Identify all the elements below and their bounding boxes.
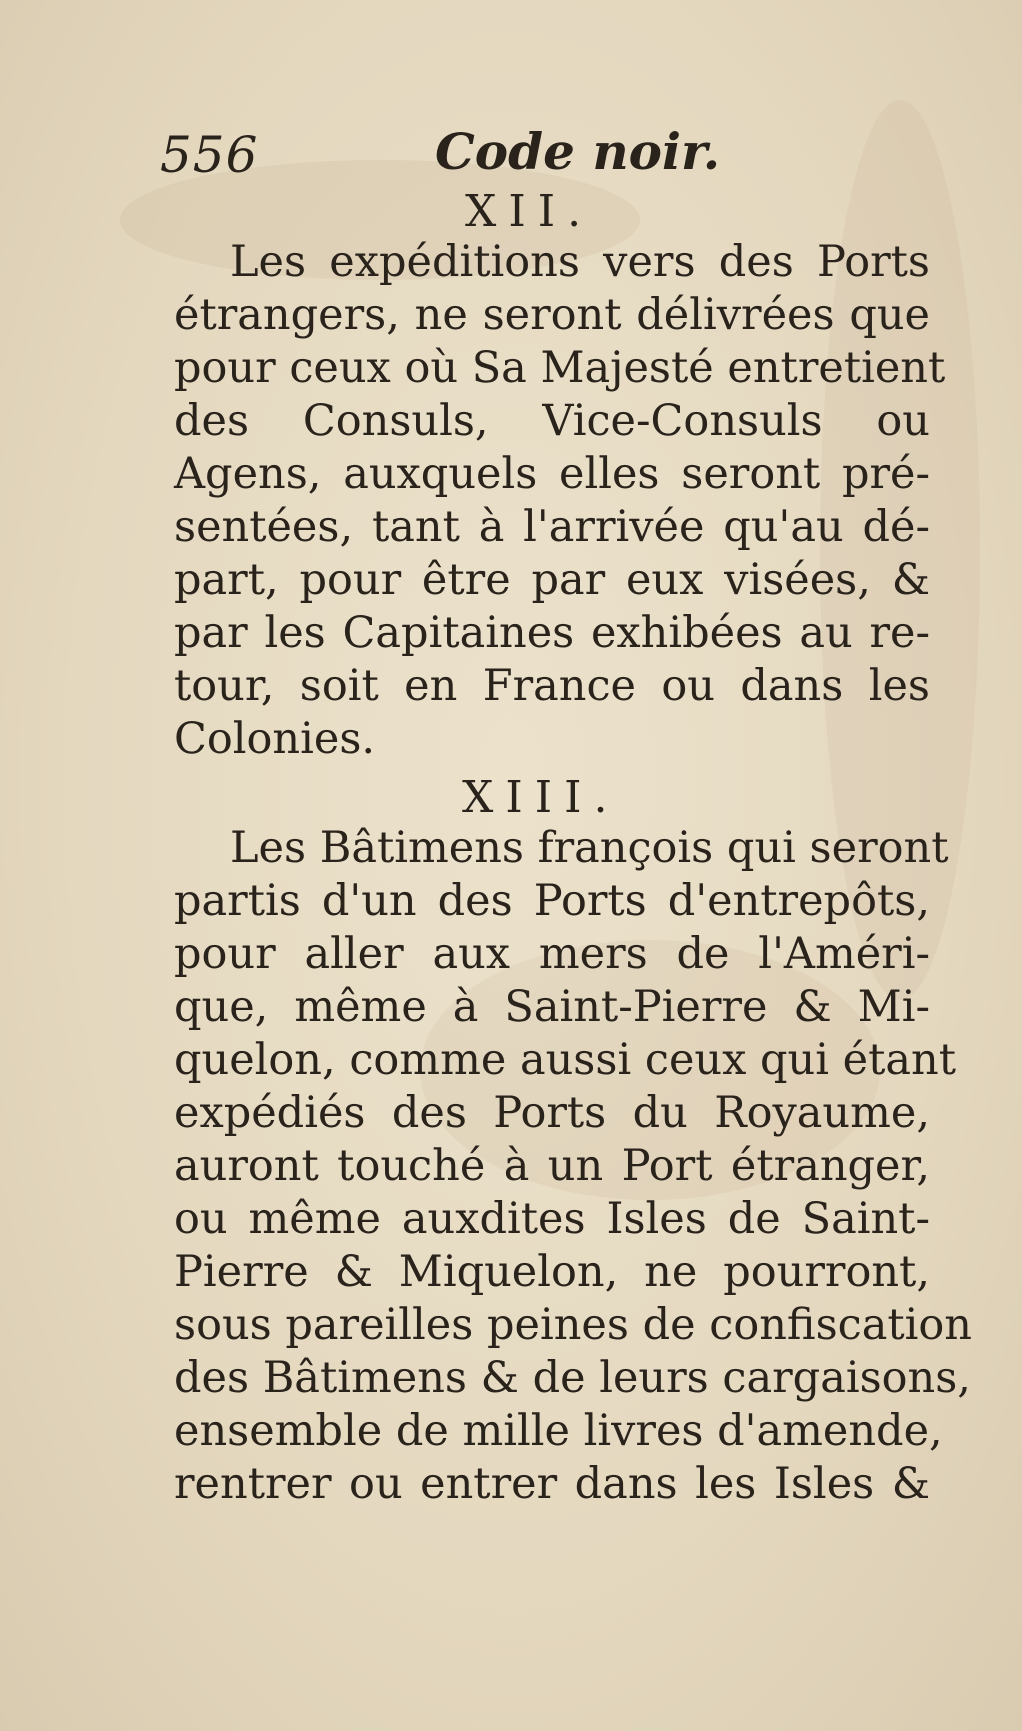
text-line: quelon, comme aussi ceux qui étant	[174, 1035, 956, 1085]
text-line: expédiés des Ports du Royaume,	[174, 1088, 930, 1138]
text-line: étrangers, ne seront délivrées que	[174, 290, 930, 340]
text-line: ensemble de mille livres d'amende,	[174, 1406, 943, 1456]
text-line: que, même à Saint-Pierre & Mi-	[174, 982, 930, 1032]
text-line: rentrer ou entrer dans les Isles &	[174, 1459, 930, 1509]
page-header	[160, 112, 940, 182]
text-line: des Bâtimens & de leurs cargaisons,	[174, 1353, 971, 1403]
text-line: partis d'un des Ports d'entrepôts,	[174, 876, 930, 926]
text-line: pour aller aux mers de l'Améri-	[174, 929, 930, 979]
text-line: Agens, auxquels elles seront pré-	[174, 449, 930, 499]
text-line: Les expéditions vers des Ports	[230, 237, 930, 287]
article-xii-text	[174, 236, 946, 766]
text-line: ou même auxdites Isles de Saint-	[174, 1194, 930, 1244]
text-line: part, pour être par eux visées, &	[174, 555, 930, 605]
text-line: sentées, tant à l'arrivée qu'au dé-	[174, 502, 930, 552]
text-line: auront touché à un Port étranger,	[174, 1141, 930, 1191]
text-line: pour ceux où Sa Majesté entretient	[174, 343, 946, 393]
text-line: sous pareilles peines de confiscation	[174, 1300, 972, 1350]
text-line: Pierre & Miquelon, ne pourront,	[174, 1247, 930, 1297]
page-number: 556	[160, 126, 259, 184]
article-xiii-text	[174, 822, 972, 1511]
text-line: par les Capitaines exhibées au re-	[174, 608, 930, 658]
running-title: Code noir.	[435, 122, 721, 181]
text-line: Les Bâtimens françois qui seront	[230, 823, 949, 873]
text-line: tour, soit en France ou dans les	[174, 661, 930, 711]
text-line: des Consuls, Vice-Consuls ou	[174, 396, 930, 446]
article-heading-xiii: XIII.	[462, 772, 620, 823]
article-heading-xii: XII.	[465, 186, 594, 237]
text-line: Colonies.	[174, 714, 376, 764]
